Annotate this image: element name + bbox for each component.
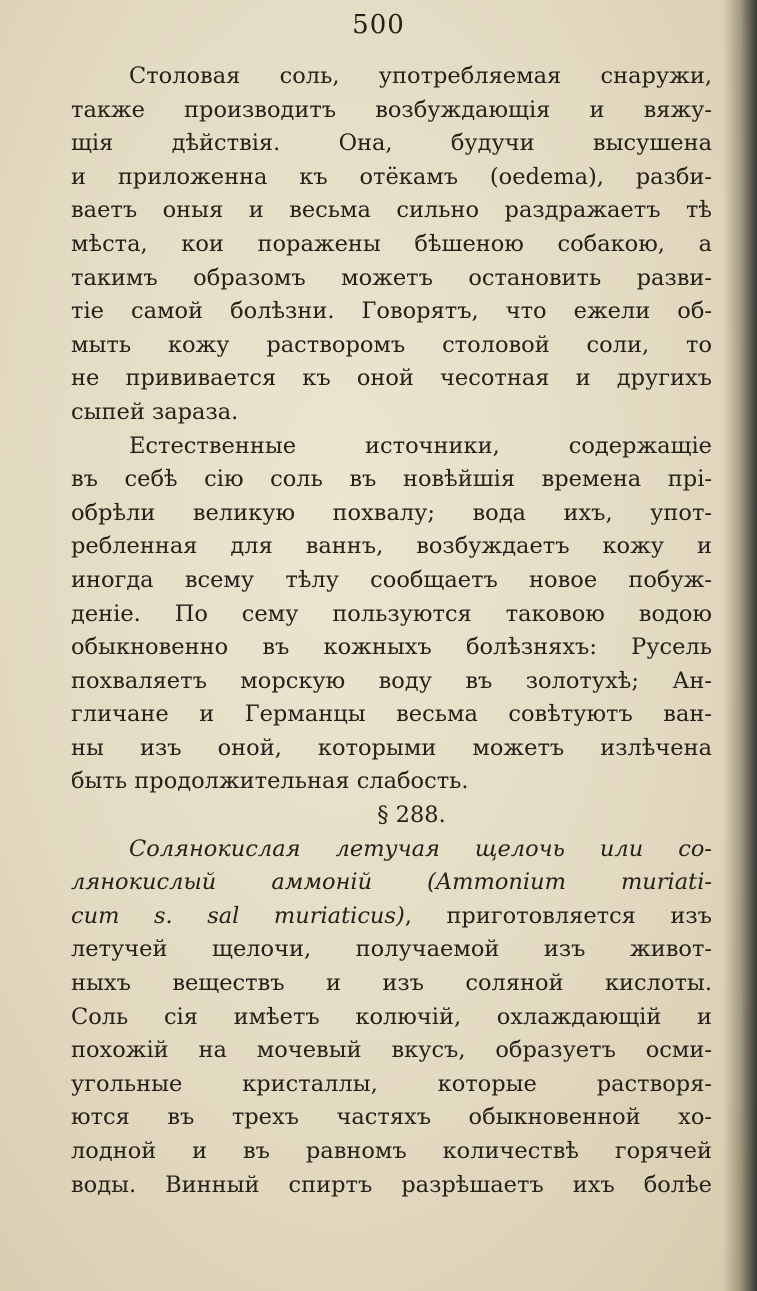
text-line: ныхъ веществъ и изъ соляной кислоты. (71, 970, 712, 997)
text-line: угольные кристаллы, которые растворя- (71, 1070, 712, 1097)
text-line: Столовая соль, употребляемая снаружи, (129, 63, 712, 89)
text-line: обыкновенно въ кожныхъ болѣзняхъ: Русель (71, 634, 712, 661)
text-line: ны изъ оной, которыми можетъ излѣчена (71, 734, 712, 761)
paragraph-natural-springs (71, 430, 712, 800)
text-line: деніе. По сему пользуются таковою водою (71, 600, 712, 627)
text-line: быть продолжительная слабость. (71, 768, 469, 795)
text-line: Соль сія имѣетъ колючій, охлаждающій и (71, 1003, 712, 1030)
text-line (71, 833, 712, 867)
text-line (71, 866, 712, 900)
text-line: гличане и Германцы весьма совѣтуютъ ван- (71, 701, 712, 728)
text-line: лодной и въ равномъ количествѣ горячей (71, 1138, 712, 1164)
paragraph-ammonium-muriate (71, 833, 712, 1203)
text-line: cum s. sal muriaticus), приготовляется изъ (71, 902, 712, 929)
binding-shadow (723, 0, 757, 1291)
text-line: и приложенна къ отёкамъ (oedema), разби- (71, 163, 712, 190)
text-line: въ себѣ сію соль въ новѣйшія времена прі- (71, 466, 712, 493)
text-line: тіе самой болѣзни. Говорятъ, что ежели об- (71, 298, 712, 325)
text-line: также производитъ возбуждающія и вяжу- (71, 96, 712, 123)
text-line: сыпей зараза. (71, 398, 239, 425)
text-line: ются въ трехъ частяхъ обыкновенной хо- (71, 1104, 712, 1131)
text-line: ребленная для ваннъ, возбуждаетъ кожу и (71, 533, 712, 560)
text-line: не прививается къ оной чесотная и другихъ (71, 365, 712, 392)
text-line: обрѣли великую похвалу; вода ихъ, упот- (71, 499, 712, 526)
text-line: мѣста, кои поражены бѣшеною собакою, а (71, 230, 712, 257)
paragraph-table-salt (71, 60, 712, 430)
text-line: летучей щелочи, получаемой изъ живот- (71, 936, 712, 963)
text-line: иногда всему тѣлу сообщаетъ новое побуж- (71, 566, 712, 593)
italic-term: Солянокислая летучая щелочь или со- (129, 835, 712, 862)
section-heading: § 288. (377, 802, 446, 829)
italic-term: cum s. sal muriaticus) (71, 902, 405, 929)
text-line: похваляетъ морскую воду въ золотухѣ; Ан- (71, 667, 712, 694)
text-line: похожій на мочевый вкусъ, образуетъ осми- (71, 1037, 712, 1064)
page-number: 500 (352, 10, 405, 40)
italic-term: лянокислый аммоній (Ammonium muriati- (71, 869, 712, 896)
text-line: воды. Винный спиртъ разрѣшаетъ ихъ болѣе (71, 1171, 712, 1198)
text-body (71, 60, 712, 1202)
text-line: мыть кожу растворомъ столовой соли, то (71, 331, 712, 358)
text-line: щія дѣйствія. Она, будучи высушена (71, 130, 712, 157)
text-line: такимъ образомъ можетъ остановить разви- (71, 264, 712, 291)
text-line: Естественные источники, содержащіе (129, 432, 712, 459)
text-line: ваетъ оныя и весьма сильно раздражаетъ тѣ (71, 197, 712, 224)
